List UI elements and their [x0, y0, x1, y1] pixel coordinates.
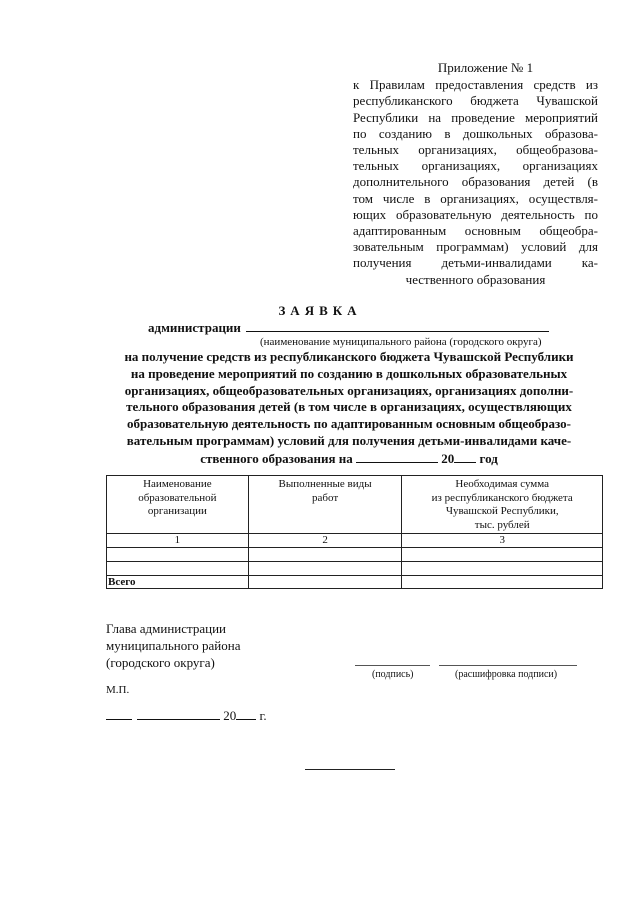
appendix-line: ющих образовательную деятельность по — [353, 206, 598, 222]
signature-field[interactable] — [355, 665, 430, 666]
column-number: 3 — [402, 534, 603, 548]
appendix-line: тельных организациях, организациях — [353, 158, 598, 174]
purpose-line: на проведение мероприятий по созданию в дошкольных образовательных — [130, 365, 568, 381]
table-cell[interactable] — [248, 576, 402, 589]
purpose-line: на получение средств из республиканского бюджета Чувашской Республики — [124, 349, 574, 364]
purpose-last-prefix: ственного образования на — [200, 450, 353, 466]
date-row — [106, 708, 267, 724]
date-blank-field[interactable] — [356, 450, 438, 463]
signature-caption: (подпись) — [372, 669, 414, 680]
year-blank-field[interactable] — [454, 450, 476, 463]
purpose-line: организациях, общеобразовательных организациях, организациях дополни- — [124, 382, 574, 398]
column-number: 1 — [107, 534, 249, 548]
appendix-line: Республики на проведение мероприятий — [353, 109, 598, 125]
stamp-place: М.П. — [106, 684, 130, 696]
date-year-prefix: 20 — [223, 708, 237, 723]
appendix-line: том числе в организациях, осуществля- — [353, 190, 598, 206]
head-line: муниципального района — [106, 638, 241, 653]
appendix-title: Приложение № 1 — [437, 60, 534, 75]
day-field[interactable] — [106, 708, 132, 720]
total-sum-cell[interactable] — [402, 576, 603, 589]
header-work-types: Выполненные виды работ — [248, 476, 402, 534]
date-suffix: г. — [259, 708, 267, 723]
admin-caption: (наименование муниципального района (городского округа) — [260, 336, 542, 348]
purpose-year: 20 — [441, 450, 455, 466]
appendix-line: к Правилам предоставления средств из — [353, 77, 598, 93]
table-row — [107, 562, 603, 576]
table-cell[interactable] — [402, 548, 603, 562]
head-line: Глава администрации — [106, 621, 227, 636]
table-cell[interactable] — [402, 562, 603, 576]
purpose-line: вательным программам) условий для получения детьми-инвалидами каче- — [126, 432, 572, 448]
purpose-line: образовательную деятельность по адаптированным основным общеобразо- — [126, 416, 572, 432]
purpose-last-line — [106, 450, 592, 468]
header-required-sum: Необходимая сумма из республиканского бюджета Чувашской Республики, тыс. рублей — [402, 476, 603, 534]
column-number: 2 — [248, 534, 402, 548]
appendix-line: чественного образования — [405, 271, 546, 287]
appendix-block — [353, 60, 598, 288]
year-field[interactable] — [236, 708, 256, 720]
appendix-line: дополнительного образования детей (в — [353, 174, 598, 190]
appendix-line: тельных организациях, общеобразова- — [353, 142, 598, 158]
appendix-line: по созданию в дошкольных образова- — [353, 125, 598, 141]
admin-label: администрации — [148, 320, 241, 335]
appendix-line: получения детьми-инвалидами ка- — [353, 255, 598, 271]
purpose-line: тельного образования детей (в том числе в организациях, осуществляющих — [126, 399, 572, 415]
head-line: (городского округа) — [106, 655, 215, 670]
admin-row — [148, 319, 549, 336]
purpose-last-suffix: год — [479, 450, 498, 466]
table-header-row — [107, 476, 603, 534]
month-field[interactable] — [137, 708, 220, 720]
application-table — [106, 475, 603, 589]
bottom-divider — [305, 769, 395, 770]
admin-name-field[interactable] — [246, 319, 549, 332]
appendix-line: республиканского бюджета Чувашской — [353, 93, 598, 109]
document-title: ЗАЯВКА — [278, 303, 362, 318]
table-row — [107, 548, 603, 562]
table-cell[interactable] — [107, 548, 249, 562]
header-org-name: Наименование образовательной организации — [107, 476, 249, 534]
total-label: Всего — [107, 576, 249, 589]
table-cell[interactable] — [248, 562, 402, 576]
head-of-administration — [106, 620, 240, 671]
appendix-line: зовательным программам) условий для — [353, 239, 598, 255]
signature-decode-caption: (расшифровка подписи) — [455, 669, 558, 680]
table-cell[interactable] — [107, 562, 249, 576]
table-cell[interactable] — [248, 548, 402, 562]
table-number-row — [107, 534, 603, 548]
appendix-line: адаптированным основным общеобра- — [353, 223, 598, 239]
signature-decode-field[interactable] — [439, 665, 577, 666]
table-total-row — [107, 576, 603, 589]
purpose-paragraph — [106, 349, 592, 468]
